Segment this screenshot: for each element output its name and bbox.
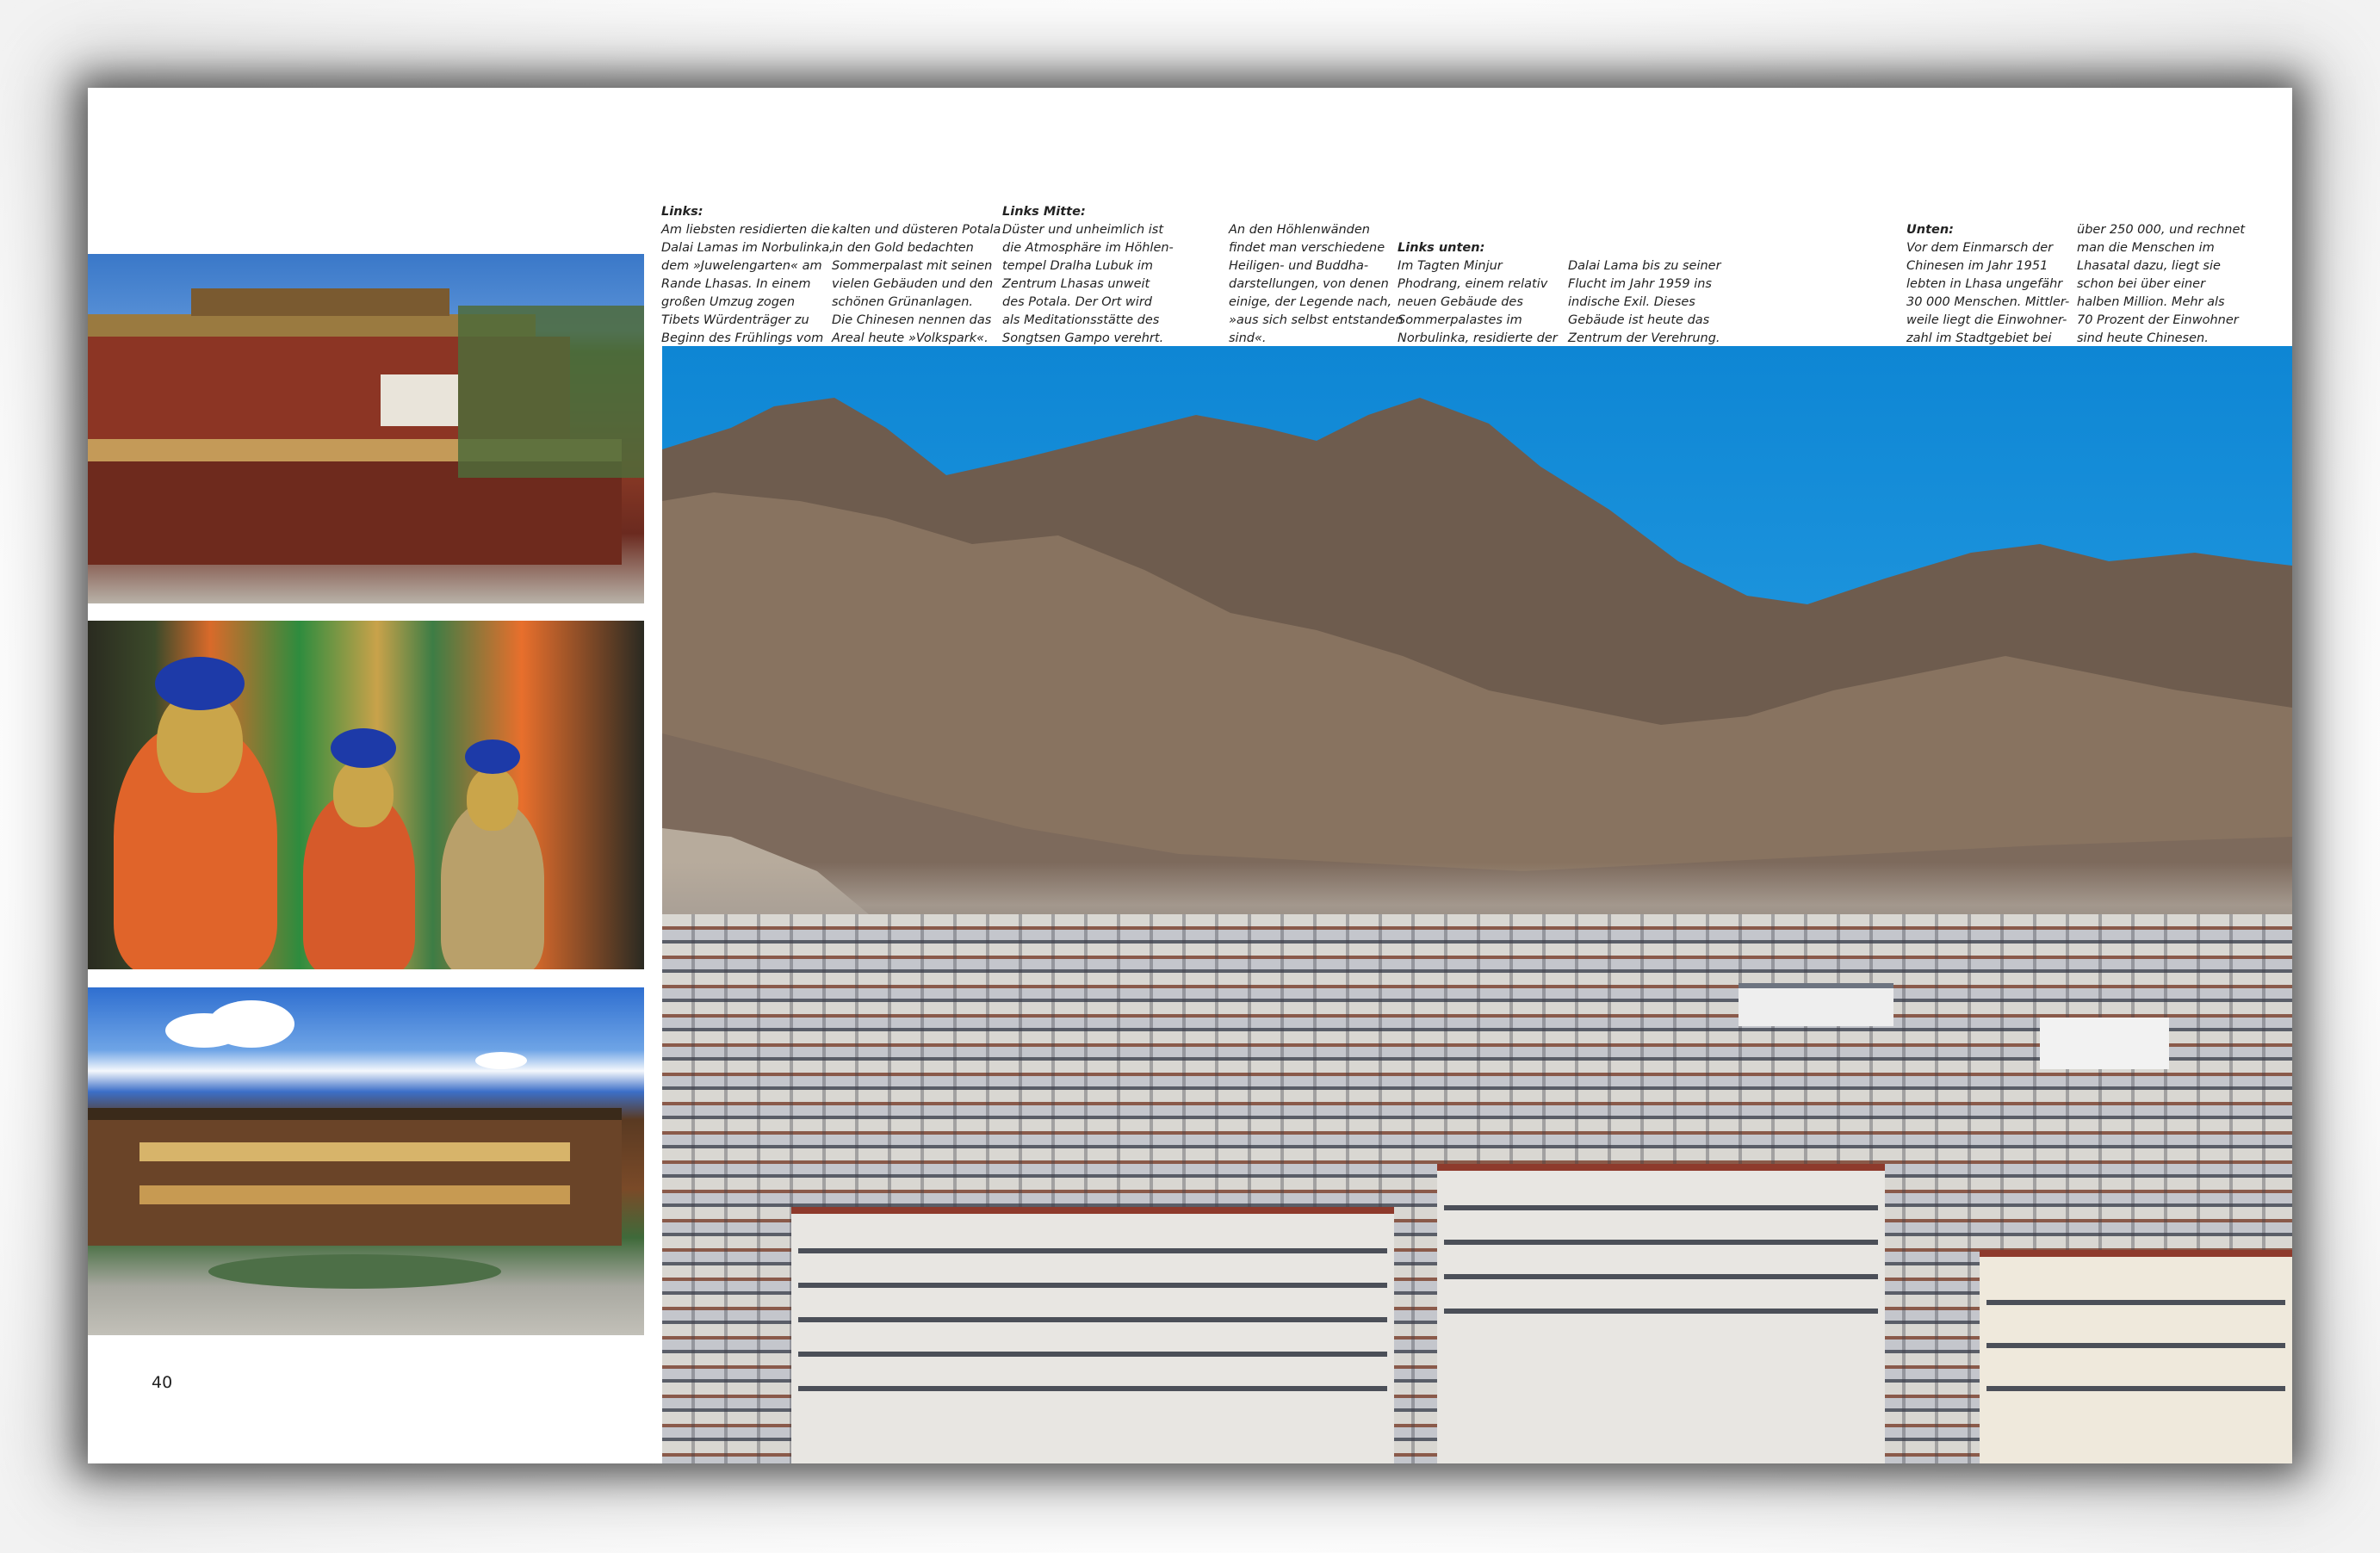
- window-row: [1986, 1343, 2285, 1348]
- caption-text: An den Höhlenwänden findet man verschiedene Heiligen- und Buddha- darstellungen, von denen einige, der Legende nach, »aus sich selbst entstanden sind«.: [1229, 223, 1404, 345]
- caption-heading: Links Mitte:: [1002, 205, 1086, 219]
- window-row: [1444, 1240, 1878, 1245]
- caption-heading: Links:: [661, 205, 703, 219]
- cave-buddhas-photo: [88, 621, 644, 969]
- distant-building: [2040, 1018, 2169, 1069]
- buddha-face: [467, 767, 518, 831]
- window-row: [1444, 1205, 1878, 1210]
- caption-links-mitte-1: [1002, 185, 1174, 348]
- roof-shape: [191, 288, 449, 316]
- buddha-crown: [465, 739, 520, 774]
- buddha-face: [333, 758, 394, 827]
- roof-line: [88, 1108, 622, 1120]
- trees: [458, 306, 644, 478]
- caption-heading: Links unten:: [1398, 241, 1485, 255]
- caption-text: über 250 000, und rechnet man die Menschen im Lhasatal dazu, liegt sie schon bei über einer halben Million. Mehr als 70 Prozent der Einwohner sind heute Chinesen.: [2077, 223, 2246, 345]
- caption-heading: Unten:: [1906, 223, 1954, 237]
- window-row: [1986, 1386, 2285, 1391]
- caption-unten-1: [1906, 203, 2069, 348]
- caption-links-2: [832, 203, 1001, 348]
- distant-building: [1739, 983, 1893, 1026]
- caption-links-1: [661, 185, 834, 348]
- caption-text: Düster und unheimlich ist die Atmosphäre im Höhlen- tempel Dralha Lubuk im Zentrum Lhasas unweit des Potala. Der Ort wird als Meditationsstätte des Songtsen Gampo verehrt.: [1002, 223, 1174, 345]
- caption-text: Am liebsten residierten die Dalai Lamas im Norbulinka, dem »Juwelengarten« am Rande Lhasas. In einem großen Umzug zogen Tibets Würdenträger zu Beginn des Frühlings vom: [661, 223, 834, 345]
- book-spread: [88, 88, 2292, 1463]
- lhasa-city-panorama-photo: [662, 346, 2292, 1463]
- caption-text: Im Tagten Minjur Phodrang, einem relativ neuen Gebäude des Sommerpalastes im Norbulinka, residierte der: [1398, 259, 1558, 345]
- foreground-building: [791, 1207, 1394, 1463]
- caption-text: Vor dem Einmarsch der Chinesen im Jahr 1951 lebten in Lhasa ungefähr 30 000 Menschen. Mittler- weile liegt die Einwohner- zahl im Stadtgebiet bei: [1906, 241, 2070, 345]
- caption-unten-2: [2077, 203, 2245, 348]
- window-row: [1444, 1274, 1878, 1279]
- caption-links-unten-1: [1398, 221, 1558, 348]
- buddha-crown: [331, 728, 396, 768]
- garden-pool: [208, 1254, 501, 1289]
- building-facade: [88, 1117, 622, 1246]
- cloud: [208, 1000, 294, 1048]
- window-row: [798, 1317, 1387, 1322]
- caption-links-mitte-2: [1229, 203, 1404, 348]
- window-row: [1986, 1300, 2285, 1305]
- window-panel: [381, 374, 458, 426]
- window-row: [798, 1386, 1387, 1391]
- page-number: 40: [152, 1373, 173, 1392]
- caption-text: Dalai Lama bis zu seiner Flucht im Jahr 1959 ins indische Exil. Dieses Gebäude ist heute das Zentrum der Verehrung.: [1568, 259, 1721, 345]
- window-row: [798, 1248, 1387, 1253]
- norbulinka-palace-photo: [88, 254, 644, 603]
- foreground-building: [1980, 1250, 2292, 1463]
- cloud: [475, 1052, 527, 1069]
- window-band: [139, 1142, 570, 1161]
- window-row: [798, 1352, 1387, 1357]
- window-band: [139, 1185, 570, 1204]
- window-row: [1444, 1309, 1878, 1314]
- window-row: [798, 1283, 1387, 1288]
- caption-text: kalten und düsteren Potala in den Gold bedachten Sommerpalast mit seinen vielen Gebäuden und den schönen Grünanlagen. Die Chinesen nennen das Areal heute »Volkspark«.: [832, 223, 1001, 345]
- foreground-building: [1437, 1164, 1885, 1463]
- caption-links-unten-2: [1568, 239, 1721, 348]
- tagten-minjur-phodrang-photo: [88, 987, 644, 1335]
- buddha-crown: [155, 657, 245, 710]
